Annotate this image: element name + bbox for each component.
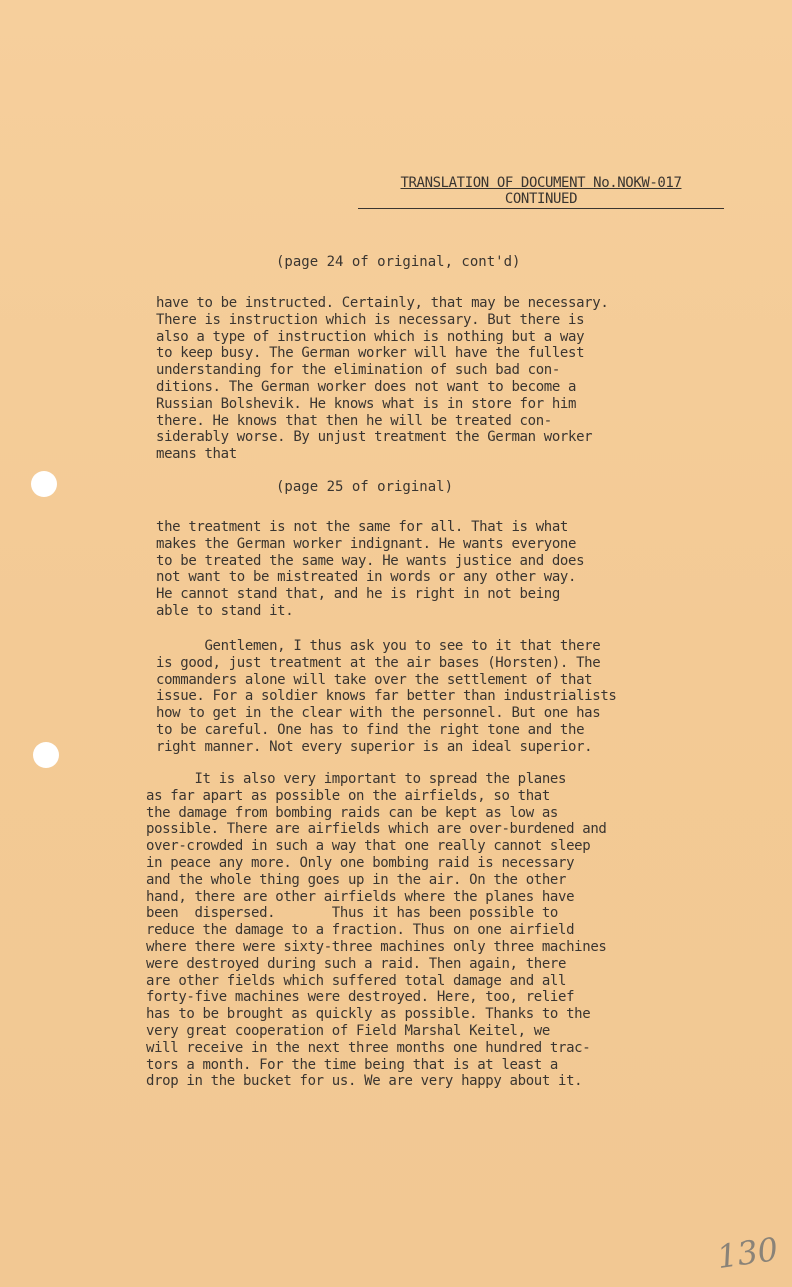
punch-hole-top xyxy=(31,471,57,497)
page-reference-25: (page 25 of original) xyxy=(276,479,454,495)
handwritten-page-number: 130 xyxy=(714,1229,781,1277)
heading-title: TRANSLATION OF DOCUMENT No.NOKW-017 xyxy=(400,175,682,191)
heading-rule xyxy=(358,208,724,209)
paragraph-4: It is also very important to spread the planes as far apart as possible on the airfields, so that the damage from bombing raids can be kept as low as possible. There are airfields which are over-burdened and over-crowded in such a way that one really cannot sleep in peace any more. Only one bombing raid is necessary and the whole thing goes up in the air. On the other hand, there are other airfields where the planes have been dispersed. Thus it has been possible to reduce the damage to a fraction. Thus on one airfield where there were sixty-three machines only three machines were destroyed during such a raid. Then again, there are other fields which suffered total damage and all forty-five machines were destroyed. Here, too, relief has to be brought as quickly as possible. Thanks to the very great cooperation of Field Marshal Keitel, we will receive in the next three months one hundred trac- tors a month. For the time being that is at least a drop in the bucket for us. We are very happy about it. xyxy=(146,771,607,1090)
heading-subtitle: CONTINUED xyxy=(504,191,578,207)
punch-hole-bottom xyxy=(33,742,59,768)
paragraph-2: the treatment is not the same for all. That is what makes the German worker indignant. He wants everyone to be treated the same way. He wants justice and does not want to be mistreated in words or any other way. He cannot stand that, and he is right in not being able to stand it. xyxy=(156,519,585,619)
page-reference-24: (page 24 of original, cont'd) xyxy=(276,254,521,270)
paragraph-3: Gentlemen, I thus ask you to see to it that there is good, just treatment at the air bases (Horsten). The commanders alone will take over the settlement of that issue. For a soldier knows far better than industrialists how to get in the clear with the personnel. But one has to be careful. One has to find the right tone and the right manner. Not every superior is an ideal superior. xyxy=(156,638,617,755)
document-heading xyxy=(358,175,724,207)
paragraph-1: have to be instructed. Certainly, that may be necessary. There is instruction which is necessary. But there is also a type of instruction which is nothing but a way to keep busy. The German worker will have the fullest understanding for the elimination of such bad con- ditions. The German worker does not want to become a Russian Bolshevik. He knows what is in store for him there. He knows that then he will be treated con- siderably worse. By unjust treatment the German worker means that xyxy=(156,295,609,463)
